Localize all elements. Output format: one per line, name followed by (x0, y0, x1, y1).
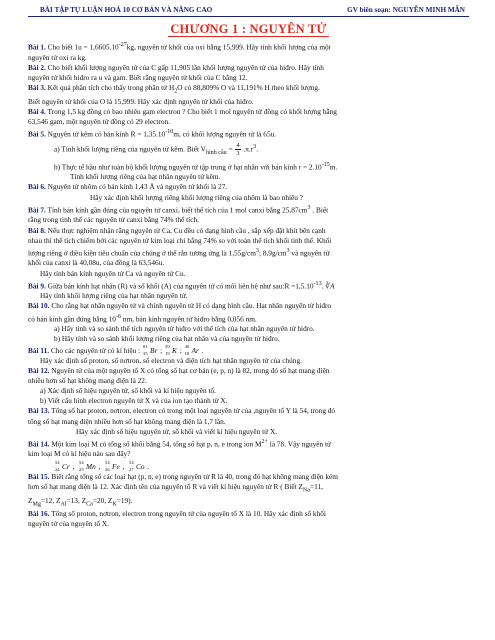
nuclide-option: 54 24 Cr (55, 459, 70, 473)
nuclide-option: 54 27 Co (129, 459, 145, 473)
exercise-4: Bài 4. Trong 1,5 kg đồng có bao nhiêu gam electron ? Cho biết 1 mol nguyên tử đồng có khối lượng bằng 63,546 gam, một nguyên tử đồng có 29 electron. (28, 106, 337, 126)
exercise-label: Bài 1. (28, 42, 46, 52)
exercise-7: Bài 7. Tính bán kính gần đúng của nguyên tử canxi, biết thể tích của 1 mol canxi bằng $25,87cm^3$ . Biết rằng trong tinh thể các nguyên tử canxi bằng 74% thể tích. (28, 204, 329, 225)
chapter-title: CHƯƠNG 1 : NGUYÊN TỬ (170, 22, 327, 36)
exercise-11: Bài 11. Cho các nguyên tử có kí hiệu : 81 35 Br ; 39 19 K ; 40 18 Ar . Hãy xác định số proton, số nơtron, số electron và điện tích hạt nhân nguyên tử của chúng. (28, 343, 302, 365)
exercise-label: Bài 13. (28, 406, 50, 416)
exercise-14: Bài 14. Một kim loại M có tổng số khối bằng 54, tổng số hạt p, n, e trong ion $M^{2+}$ là 78. Vậy nguyên tử kim loại M có kí hiệu nào sau đây? 54 24 Cr , 54 25 Mn , 54 26 Fe , 54 27 Co . (28, 438, 331, 473)
header-left: BÀI TẬP TỰ LUẬN HOÁ 10 CƠ BẢN VÀ NÂNG CAO (40, 6, 213, 14)
exercise-3: Bài 3. Kết quả phân tích cho thấy trong phân tử $H_2O$ có 88,809% O và 11,191% H theo khối lượng. Biết nguyên tử khối của O là 15,999. Hãy xác định nguyên tử khối của hiđro. (28, 83, 320, 106)
exercise-15: Bài 15. Biết rằng tổng số các loại hạt (p, n, e) trong nguyên tử R là 40, trong đó hạt không mang điện kém hơn số hạt mang điện là 12. Xác định tên của nguyên tố R và viết kí hiệu nguyên tử R ( Biết $Z_{Na}=11$, $Z_{Mg}=12$, $Z_{Al}=13$, $Z_{Ca}=20$, $Z_K=19$). (28, 471, 338, 508)
exercise-13: Bài 13. Tổng số hạt proton, nơtron, electron có trong một loại nguyên tử của ,nguyên tố Y là 54, trong đó tổng số hạt mang điện nhiều hơn số hạt không mang điện là 1,7 lần. Hãy xác định số hiệu nguyên tử, số khối và viết kí hiệu nguyên tử X. (28, 406, 336, 436)
page-header (28, 6, 469, 17)
exercise-12: Bài 12. Nguyên tử của một nguyên tố X có tổng số hạt cơ bản (e, p, n) là 82, trong đó số hạt mang điện nhiều hơn số hạt không mang điện là 22. a) Xác định số hiệu nguyên tử, số khối và kí hiệu nguyên tố. b) Viết cấu hình electron nguyên tử X và của ion tạo thành từ X. (28, 365, 330, 406)
exercise-label: Bài 9. (28, 281, 46, 291)
exercise-16: Bài 16. Tổng số proton, nơtron, electron trong nguyên tử của nguyên tố X là 10. Hãy xác định số khối nguyên tử của nguyên tố X. (28, 509, 326, 529)
nuclide-symbol: 40 18 Ar (184, 343, 199, 357)
exercise-8: Bài 8. Nếu thực nghiệm nhận rằng nguyên tử Ca, Cu đều có dạng hình cầu , sắp xếp đặt khít bên cạnh nhau thì thể tích chiếm bởi các nguyên tử kim loại chỉ bằng 74% so với toàn thể tích khối tinh thể. Khối lượng riêng ở điều kiện tiêu chuẩn của chúng ở thể rắn tương ứng là $1,55g/cm^3$; $8,9g/cm^3$ và nguyên tử khối của canxi là 40,08u, của đồng là 63,546u. Hãy tính bán kính nguyên tử Ca và nguyên tử Cu. (28, 225, 332, 278)
nuclide-symbol: 81 35 Br (143, 343, 158, 357)
exercise-label: Bài 3. (28, 83, 46, 93)
exercise-label: Bài 2. (28, 62, 46, 72)
exercise-label: Bài 12. (28, 365, 50, 375)
exercise-label: Bài 14. (28, 439, 50, 449)
exercise-2: Bài 2. Cho biết khối lượng nguyên tử của C gấp 11,905 lần khối lượng nguyên tử của hiđro. Hãy tính nguyên tử khối hiđro ra u và gam. Biết rằng nguyên tử khối của C bằng 12. (28, 62, 324, 82)
exercise-label: Bài 11. (28, 345, 50, 355)
exercise-5: Bài 5. Nguyên tử kẽm có bán kính $R = 1,35.10^{-10}m$, có khối lượng nguyên tử là 65u. a) Tính khối lượng riêng của nguyên tử kẽm. Biết $V_{hình cầu}$ = $\frac{4}{3}$ $.\pi.r^3$. b) Thực tế hầu như toàn bộ khối lượng nguyên tử tập trung ở hạt nhân với bán kính $r = 2.10^{-15}m$. Tính khối lượng riêng của hạt nhân nguyên tử kẽm. (28, 129, 338, 182)
nuclide-symbol: 39 19 K (165, 343, 177, 357)
exercise-label: Bài 10. (28, 301, 50, 311)
exercise-label: Bài 4. (28, 106, 46, 116)
exercise-10: Bài 10. Cho rằng hạt nhân nguyên tử và chính nguyên tử H có dạng hình cầu. Hạt nhân nguyên tử hiđro có bán kính gần đúng bằng $10^{-6}$ nm, bán kính nguyên tử hiđro bằng 0,056 nm. a) Hãy tính và so sánh thể tích nguyên tử hiđro với thể tích của hạt nhân nguyên tử hiđro. b) Hãy tính và so sánh khối lượng riêng của hạt nhân và của nguyên tử hiđro. (28, 301, 332, 344)
exercise-6: Bài 6. Nguyên tử nhôm có bán kính 1,43 Å và nguyên tử khối là 27. Hãy xác định khối lượng riêng khối lượng riêng của nhôm là bao nhiêu ? (28, 182, 303, 202)
exercise-1: Bài 1. Cho biết $1u = 1,6605.10^{-27}kg$, nguyên tử khối của oxi bằng 15,999. Hãy tính khối lượng của một nguyên tử oxi ra kg. (28, 42, 331, 62)
fraction: $\frac{4}{3}$ (236, 141, 240, 157)
header-right: GV biên soạn: NGUYỄN MINH MẪN (347, 6, 465, 14)
nuclide-option: 54 26 Fe (105, 459, 120, 473)
exercise-label: Bài 15. (28, 471, 50, 481)
nuclide-option: 54 25 Mn (79, 459, 96, 473)
exercise-label: Bài 7. (28, 205, 46, 215)
exercise-label: Bài 16. (28, 509, 50, 519)
exercise-list (28, 40, 469, 529)
exercise-label: Bài 6. (28, 182, 46, 192)
exercise-label: Bài 5. (28, 129, 46, 139)
exercise-9: Bài 9. Giữa bán kính hạt nhân (R) và số khối (A) của nguyên tử có mối liên hệ như sau:R $=1,5.10^{-13}$. ∛A Hãy tính khối lượng riêng của hạt nhân nguyên tử. (28, 280, 335, 301)
exercise-label: Bài 8. (28, 225, 46, 235)
